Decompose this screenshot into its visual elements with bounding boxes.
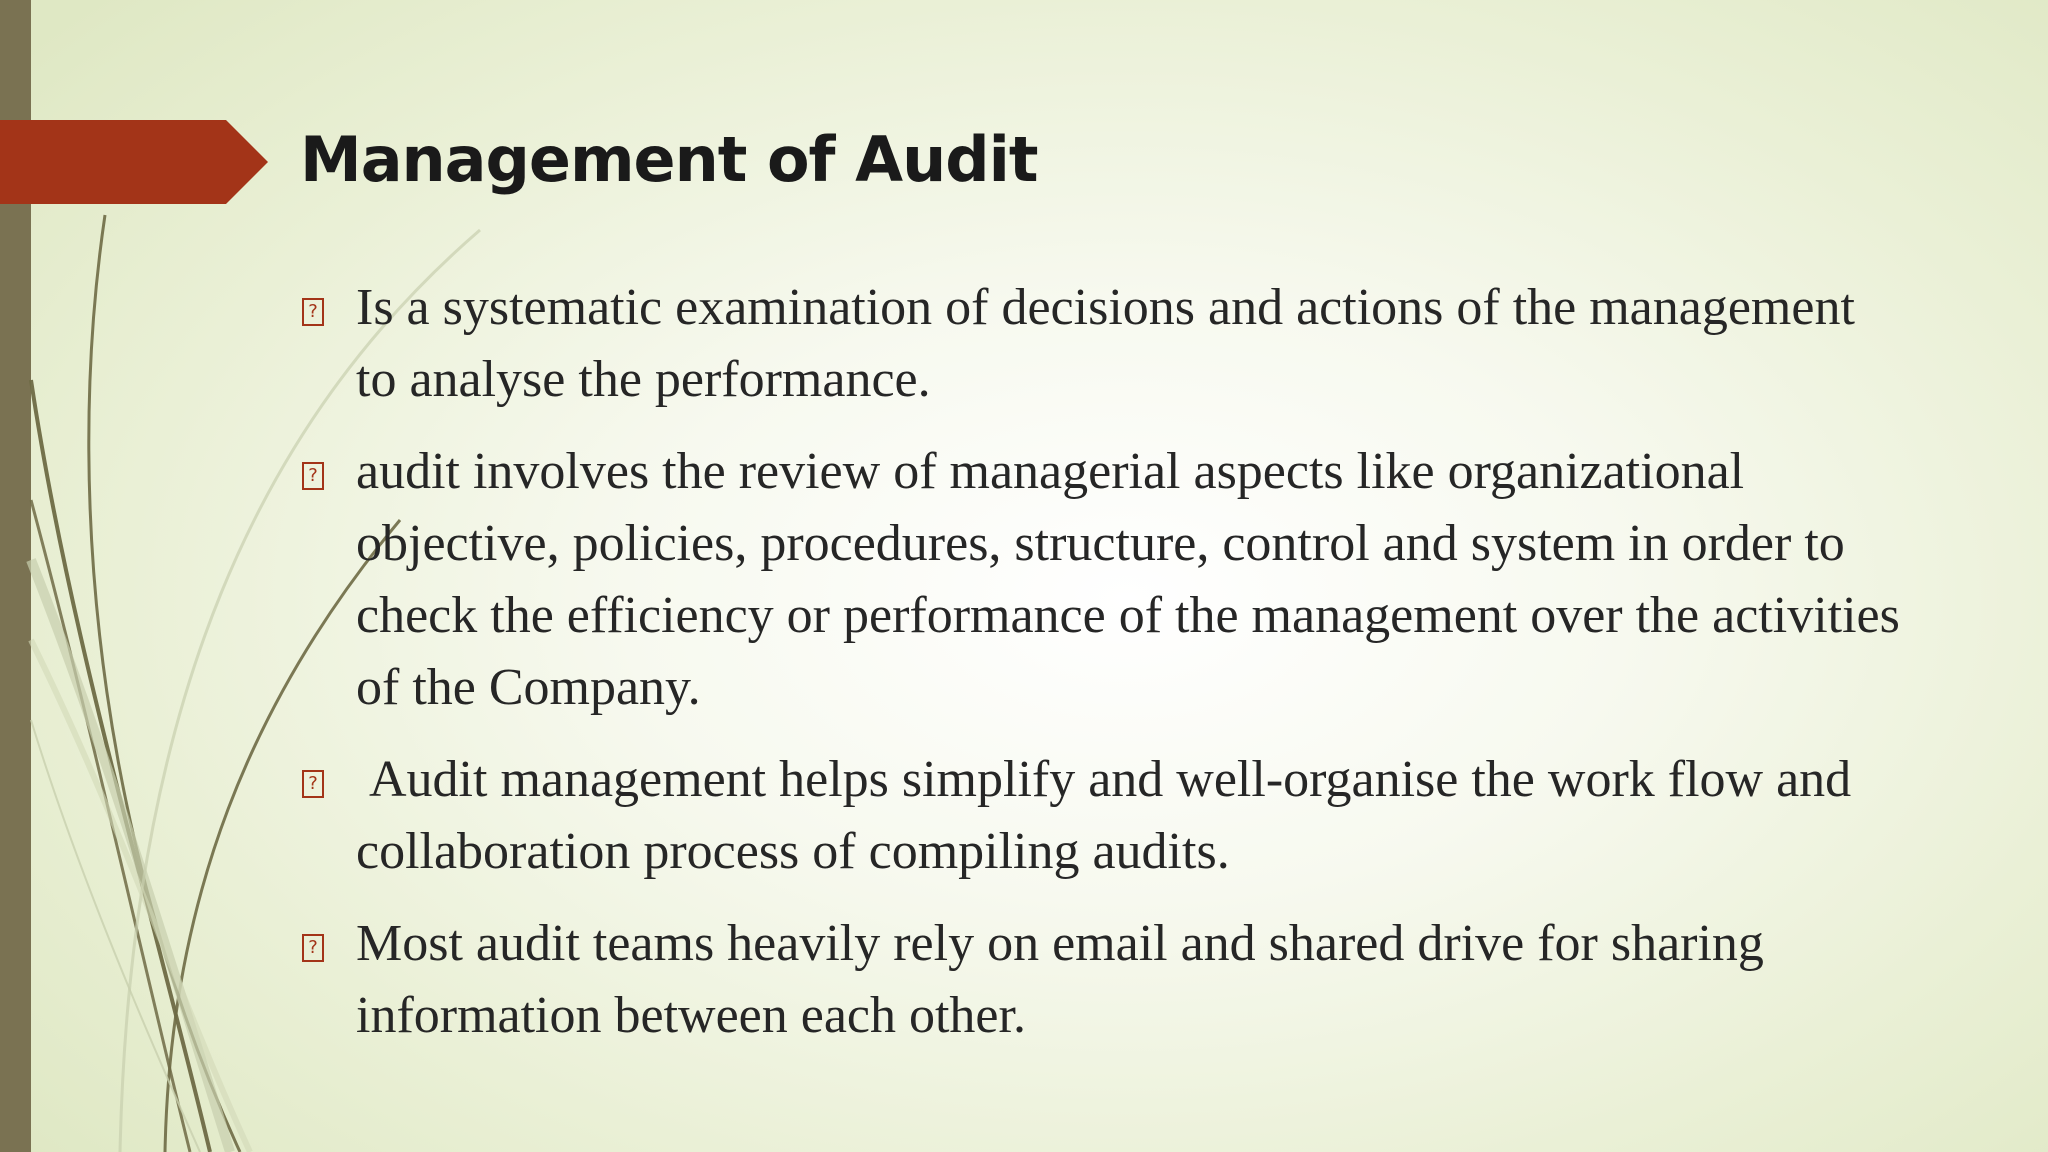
bullet-text: audit involves the review of managerial aspects like organizational objective, policies, procedures, structure, control and system in order to check the efficiency or performance of the management over the activities of the Company. <box>356 443 1900 716</box>
missing-glyph-box-icon: ? <box>302 462 324 490</box>
list-item <box>300 908 1900 1052</box>
bullet-text: Audit management helps simplify and well-organise the work flow and collaboration process of compiling audits. <box>356 751 1865 880</box>
bullet-list <box>300 272 1900 1072</box>
list-item <box>300 744 1900 888</box>
missing-glyph-box-icon: ? <box>302 934 324 962</box>
bullet-text: Is a systematic examination of decisions and actions of the management to analyse the performance. <box>356 279 1855 408</box>
arrow-right-banner-icon <box>0 120 268 204</box>
missing-glyph-box-icon: ? <box>302 770 324 798</box>
list-item <box>300 272 1900 416</box>
list-item <box>300 436 1900 724</box>
missing-glyph-box-icon: ? <box>302 298 324 326</box>
slide-title: Management of Audit <box>300 123 1038 196</box>
bullet-text: Most audit teams heavily rely on email and shared drive for sharing information between each other. <box>356 915 1764 1044</box>
